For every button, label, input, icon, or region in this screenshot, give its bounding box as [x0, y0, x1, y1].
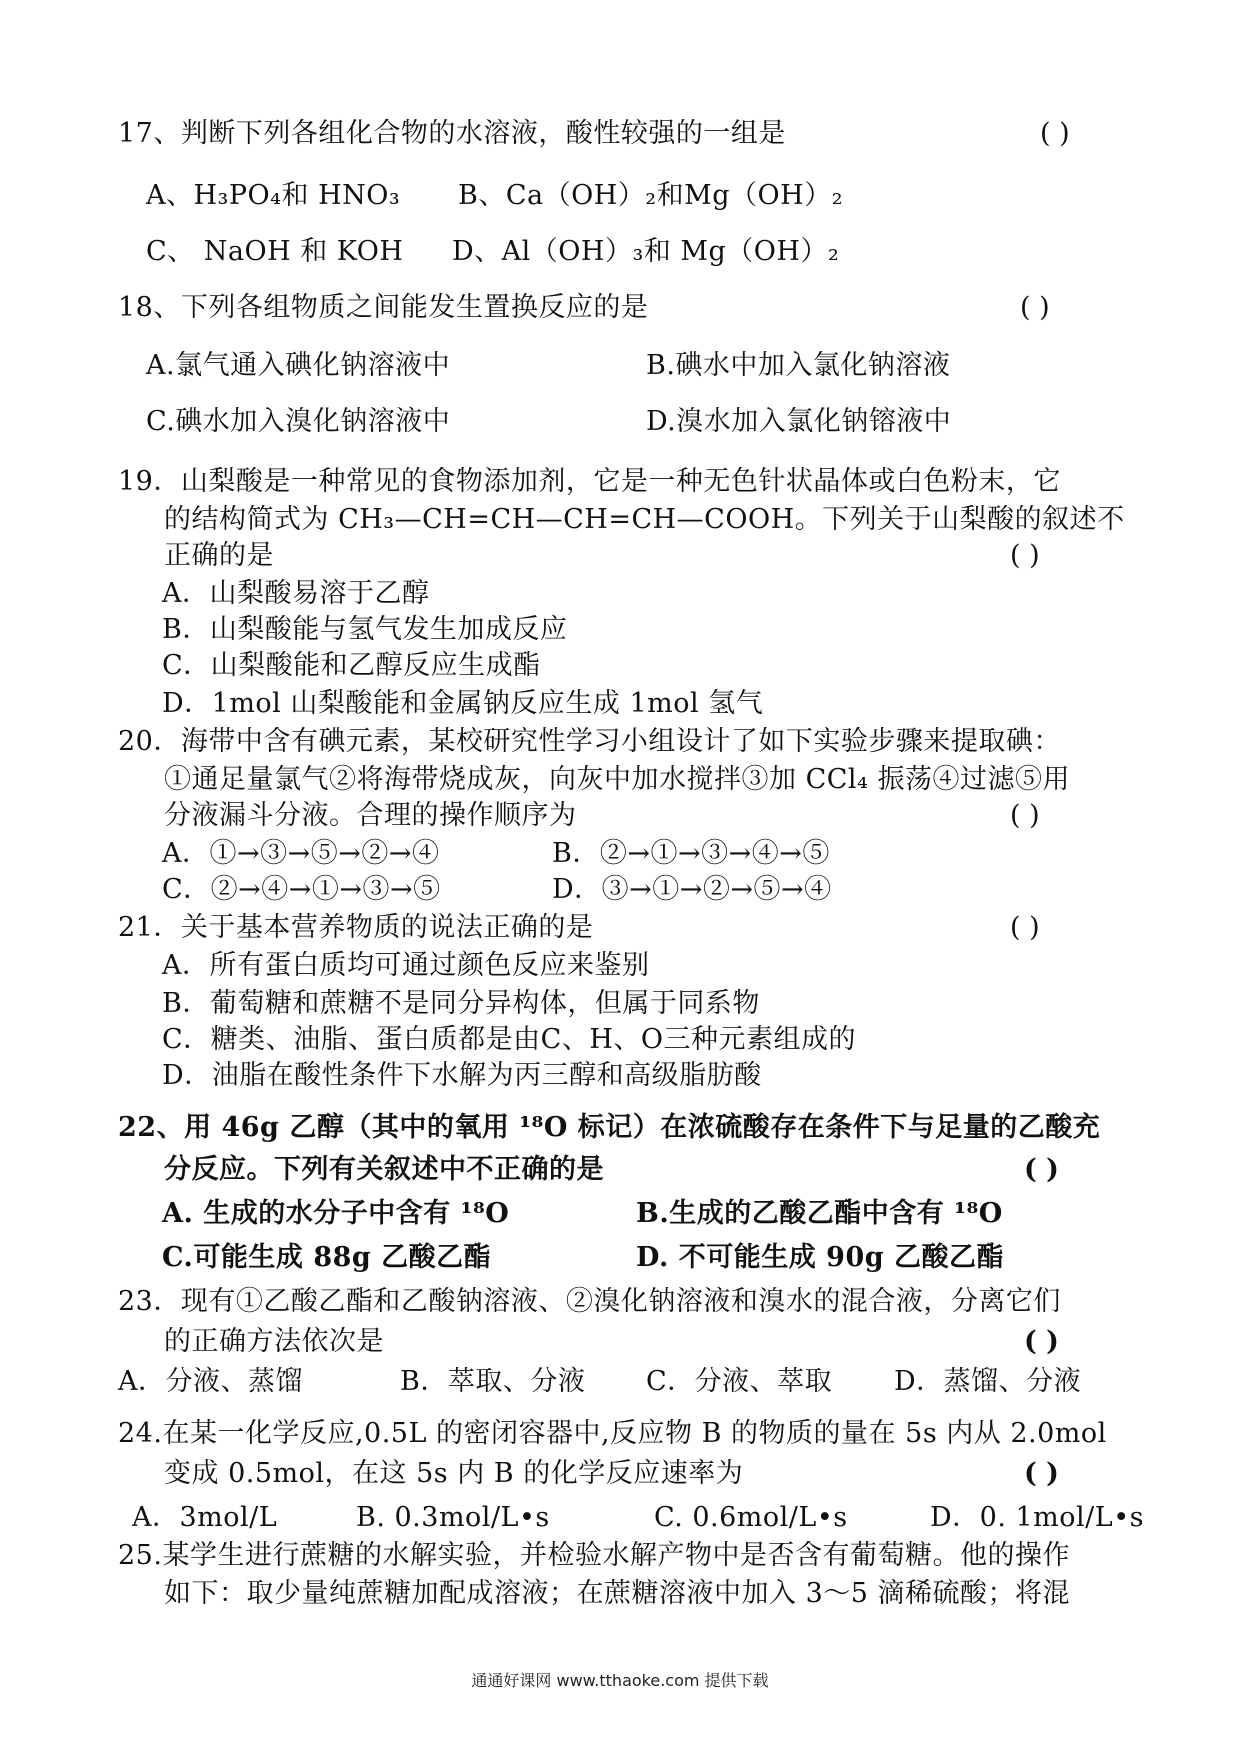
q24-line2: 变成 0.5mol，在这 5s 内 B 的化学反应速率为 — [164, 1458, 744, 1489]
q23-line2: 的正确方法依次是 — [164, 1326, 384, 1357]
q20-line1: 20．海带中含有碘元素，某校研究性学习小组设计了如下实验步骤来提取碘： — [118, 726, 1061, 757]
q22-option-b: B.生成的乙酸乙酯中含有 ¹⁸O — [636, 1198, 1003, 1229]
q21-stem: 21．关于基本营养物质的说法正确的是 — [118, 912, 594, 943]
q23-answer-paren: ( ) — [1024, 1326, 1059, 1357]
q18-stem: 18、下列各组物质之间能发生置换反应的是 — [118, 292, 649, 323]
q17-answer-paren: ( ) — [1040, 118, 1070, 149]
q19-option-a: A．山梨酸易溶于乙醇 — [162, 578, 430, 609]
q17-option-c: C、 NaOH 和 KOH — [146, 236, 404, 267]
q23-line1: 23．现有①乙酸乙酯和乙酸钠溶液、②溴化钠溶液和溴水的混合液，分离它们 — [118, 1286, 1061, 1317]
q21-answer-paren: ( ) — [1010, 912, 1040, 943]
q23-option-c: C．分液、萃取 — [646, 1366, 833, 1397]
q19-line2: 的结构简式为 CH₃—CH=CH—CH=CH—COOH。下列关于山梨酸的叙述不 — [164, 504, 1125, 535]
q18-option-b: B.碘水中加入氯化钠溶液 — [646, 350, 951, 381]
q22-answer-paren: ( ) — [1024, 1154, 1059, 1185]
q20-option-c: C．②→④→①→③→⑤ — [162, 874, 441, 905]
q17-option-d: D、Al（OH）₃和 Mg（OH）₂ — [452, 236, 840, 267]
q18-answer-paren: ( ) — [1020, 292, 1050, 323]
q24-option-b: B. 0.3mol/L•s — [356, 1502, 550, 1533]
q24-answer-paren: ( ) — [1024, 1458, 1059, 1489]
q22-line2: 分反应。下列有关叙述中不正确的是 — [164, 1154, 604, 1185]
q17-option-a: A、H₃PO₄和 HNO₃ — [146, 180, 401, 211]
q22-option-a: A. 生成的水分子中含有 ¹⁸O — [162, 1198, 510, 1229]
q20-answer-paren: ( ) — [1010, 800, 1040, 831]
q20-option-d: D．③→①→②→⑤→④ — [552, 874, 832, 905]
q20-option-b: B．②→①→③→④→⑤ — [552, 838, 830, 869]
q20-line3: 分液漏斗分液。合理的操作顺序为 — [164, 800, 577, 831]
q19-answer-paren: ( ) — [1010, 540, 1040, 571]
q21-option-a: A．所有蛋白质均可通过颜色反应来鉴别 — [162, 950, 650, 981]
q21-option-b: B．葡萄糖和蔗糖不是同分异构体，但属于同系物 — [162, 988, 760, 1019]
q24-option-c: C. 0.6mol/L•s — [654, 1502, 848, 1533]
q21-option-d: D．油脂在酸性条件下水解为丙三醇和高级脂肪酸 — [162, 1060, 762, 1091]
q18-option-d: D.溴水加入氯化钠镕液中 — [646, 406, 952, 437]
q24-line1: 24.在某一化学反应,0.5L 的密闭容器中,反应物 B 的物质的量在 5s 内从 2.0mol — [118, 1418, 1107, 1449]
q23-option-d: D．蒸馏、分液 — [894, 1366, 1082, 1397]
q20-option-a: A．①→③→⑤→②→④ — [162, 838, 440, 869]
q18-option-a: A.氯气通入碘化钠溶液中 — [146, 350, 451, 381]
q23-option-b: B．萃取、分液 — [400, 1366, 586, 1397]
q24-option-d: D．0. 1mol/L•s — [930, 1502, 1144, 1533]
q22-option-c: C.可能生成 88g 乙酸乙酯 — [162, 1242, 492, 1273]
q22-line1: 22、用 46g 乙醇（其中的氧用 ¹⁸O 标记）在浓硫酸存在条件下与足量的乙酸充 — [118, 1112, 1101, 1143]
q24-option-a: A．3mol/L — [132, 1502, 278, 1533]
q18-option-c: C.碘水加入溴化钠溶液中 — [146, 406, 451, 437]
q23-option-a: A．分液、蒸馏 — [118, 1366, 303, 1397]
q19-line1: 19．山梨酸是一种常见的食物添加剂，它是一种无色针状晶体或白色粉末，它 — [118, 466, 1061, 497]
q17-stem: 17、判断下列各组化合物的水溶液，酸性较强的一组是 — [118, 118, 786, 149]
q25-line1: 25.某学生进行蔗糖的水解实验，并检验水解产物中是否含有葡萄糖。他的操作 — [118, 1540, 1070, 1571]
q17-option-b: B、Ca（OH）₂和Mg（OH）₂ — [458, 180, 844, 211]
footer-credit: 通通好课网 www.tthaoke.com 提供下载 — [471, 1671, 769, 1690]
q22-option-d: D. 不可能生成 90g 乙酸乙酯 — [636, 1242, 1005, 1273]
q20-line2: ①通足量氯气②将海带烧成灰，向灰中加水搅拌③加 CCl₄ 振荡④过滤⑤用 — [164, 764, 1070, 795]
q19-line3: 正确的是 — [164, 540, 274, 571]
q19-option-b: B．山梨酸能与氢气发生加成反应 — [162, 614, 568, 645]
q25-line2: 如下：取少量纯蔗糖加配成溶液；在蔗糖溶液中加入 3～5 滴稀硫酸；将混 — [164, 1578, 1071, 1609]
q21-option-c: C．糖类、油脂、蛋白质都是由C、H、O三种元素组成的 — [162, 1024, 856, 1055]
q19-option-d: D．1mol 山梨酸能和金属钠反应生成 1mol 氢气 — [162, 688, 764, 719]
q19-option-c: C．山梨酸能和乙醇反应生成酯 — [162, 650, 541, 681]
